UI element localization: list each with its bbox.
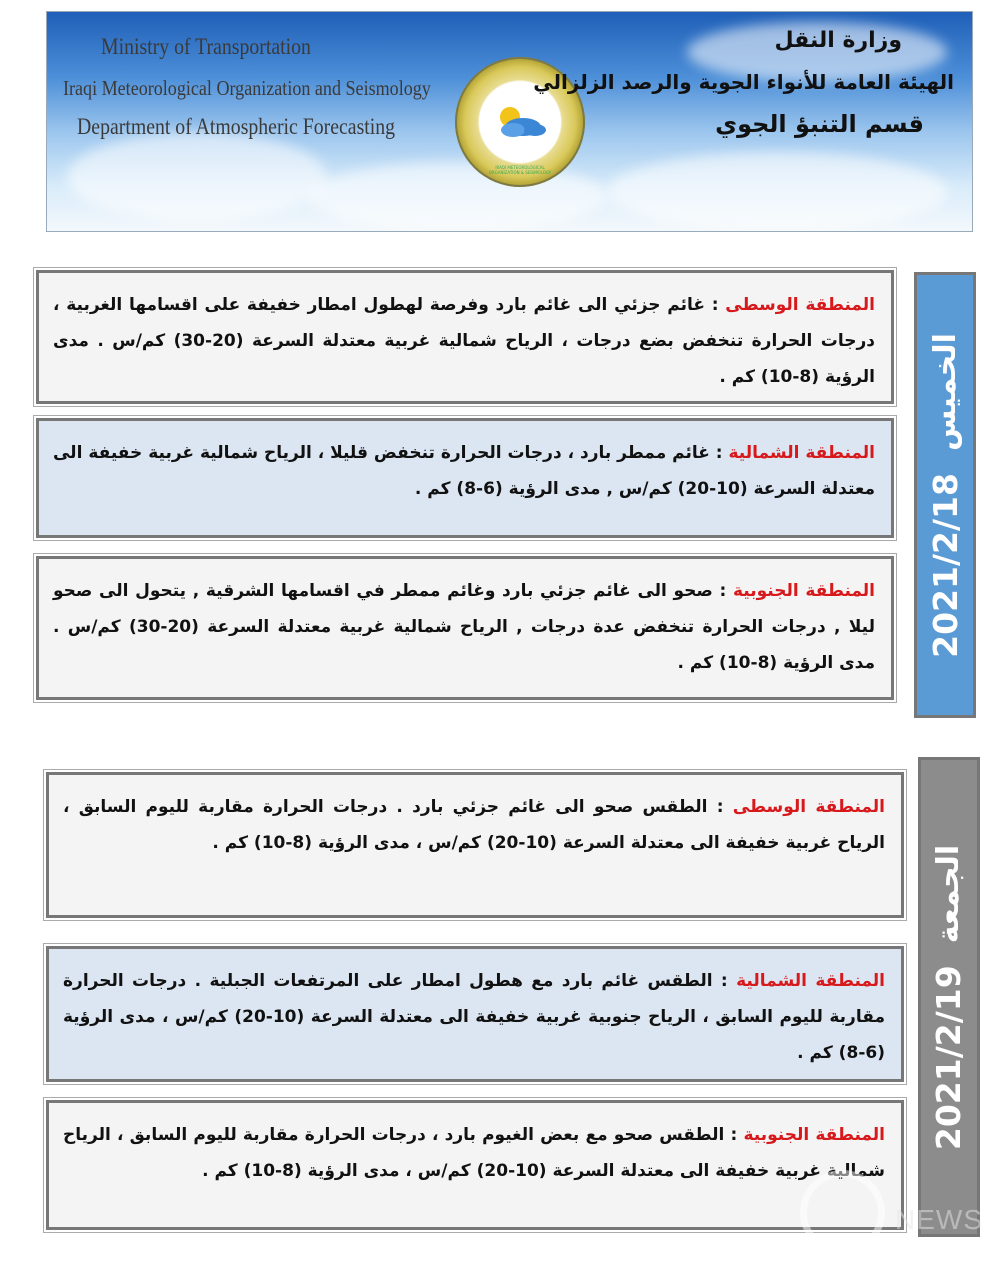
- forecast-text: غائم جزئي الى غائم بارد وفرصة لهطول امطار خفيفة على اقسامها الغربية ، درجات الحرارة تنخفض بضع درجات ، الرياح شمالية غربية معتدلة السرعة (20-30) كم/س . مدى الرؤية (8-10) كم .: [53, 295, 875, 387]
- header-banner: [46, 11, 973, 232]
- date-bar-day2: [918, 757, 980, 1237]
- region-title: المنطقة الجنوبية: [743, 1125, 886, 1145]
- forecast-panel-central-day1: [36, 270, 894, 404]
- region-title: المنطقة الوسطى: [732, 797, 886, 817]
- date-label: 2021/2/18: [925, 472, 965, 658]
- forecast-panel-north-day2: [46, 946, 904, 1082]
- seal-text: IRAQI METEOROLOGICAL ORGANIZATION & SEISMOLOGY: [488, 165, 552, 175]
- region-title: المنطقة الوسطى: [725, 295, 875, 315]
- watermark-logo: [800, 1170, 1000, 1260]
- department-name-en: Department of Atmospheric Forecasting: [77, 114, 396, 139]
- forecast-panel-north-day1: [36, 418, 894, 538]
- watermark-text: NEWS: [895, 1204, 983, 1235]
- region-colon: :: [712, 971, 737, 991]
- region-title: المنطقة الشمالية: [728, 443, 875, 463]
- ministry-name-en: Ministry of Transportation: [101, 34, 311, 59]
- forecast-text: الطقس صحو الى غائم جزئي بارد . درجات الحرارة مقاربة لليوم السابق ، الرياح غربية خفيفة الى معتدلة السرعة (10-20) كم/س ، مدى الرؤية (8-10) كم .: [63, 797, 885, 853]
- region-colon: :: [709, 443, 729, 463]
- forecast-panel-south-day1: [36, 556, 894, 700]
- day-name-label: الجمعة: [931, 844, 967, 943]
- ministry-name-ar: وزارة النقل: [774, 28, 902, 53]
- day-name-label: الخميس: [927, 332, 963, 451]
- region-title: المنطقة الشمالية: [736, 971, 886, 991]
- region-colon: :: [707, 797, 733, 817]
- forecast-panel-central-day2: [46, 772, 904, 918]
- forecast-panel-south-day2: [46, 1100, 904, 1230]
- forecast-text: الطقس صحو مع بعض الغيوم بارد ، درجات الحرارة مقاربة لليوم السابق ، الرياح شمالية غربية خفيفة الى معتدلة السرعة (10-20) كم/س ، مدى الرؤية (8-10) كم .: [63, 1125, 885, 1181]
- watermark-circle-icon: [800, 1170, 885, 1255]
- organization-name-ar: الهيئة العامة للأنواء الجوية والرصد الزلزالي: [533, 70, 954, 94]
- forecast-text: الطقس غائم بارد مع هطول امطار على المرتفعات الجبلية . درجات الحرارة مقاربة لليوم السابق ، الرياح جنوبية غربية خفيفة الى معتدلة السرعة (10-20) كم/س ، مدى الرؤية (6-8) كم .: [63, 971, 885, 1063]
- region-colon: :: [724, 1125, 744, 1145]
- date-label: 2021/2/19: [929, 964, 969, 1150]
- forecast-text: غائم ممطر بارد ، درجات الحرارة تنخفض قليلا ، الرياح شمالية غربية خفيفة الى معتدلة السرعة (10-20) كم/س , مدى الرؤية (6-8) كم .: [52, 443, 875, 499]
- forecast-text: صحو الى غائم جزئي بارد وغائم ممطر في اقسامها الشرقية , يتحول الى صحو ليلا , درجات الحرارة تنخفض عدة درجات , الرياح شمالية غربية معتدلة السرعة (20-30) كم/س . مدى الرؤية (8-10) كم .: [53, 581, 875, 673]
- organization-name-en: Iraqi Meteorological Organization and Seismology: [63, 76, 431, 100]
- date-bar-day1: [914, 272, 976, 718]
- region-title: المنطقة الجنوبية: [732, 581, 875, 601]
- department-name-ar: قسم التنبؤ الجوي: [715, 110, 924, 138]
- region-colon: :: [712, 581, 733, 601]
- region-colon: :: [704, 295, 726, 315]
